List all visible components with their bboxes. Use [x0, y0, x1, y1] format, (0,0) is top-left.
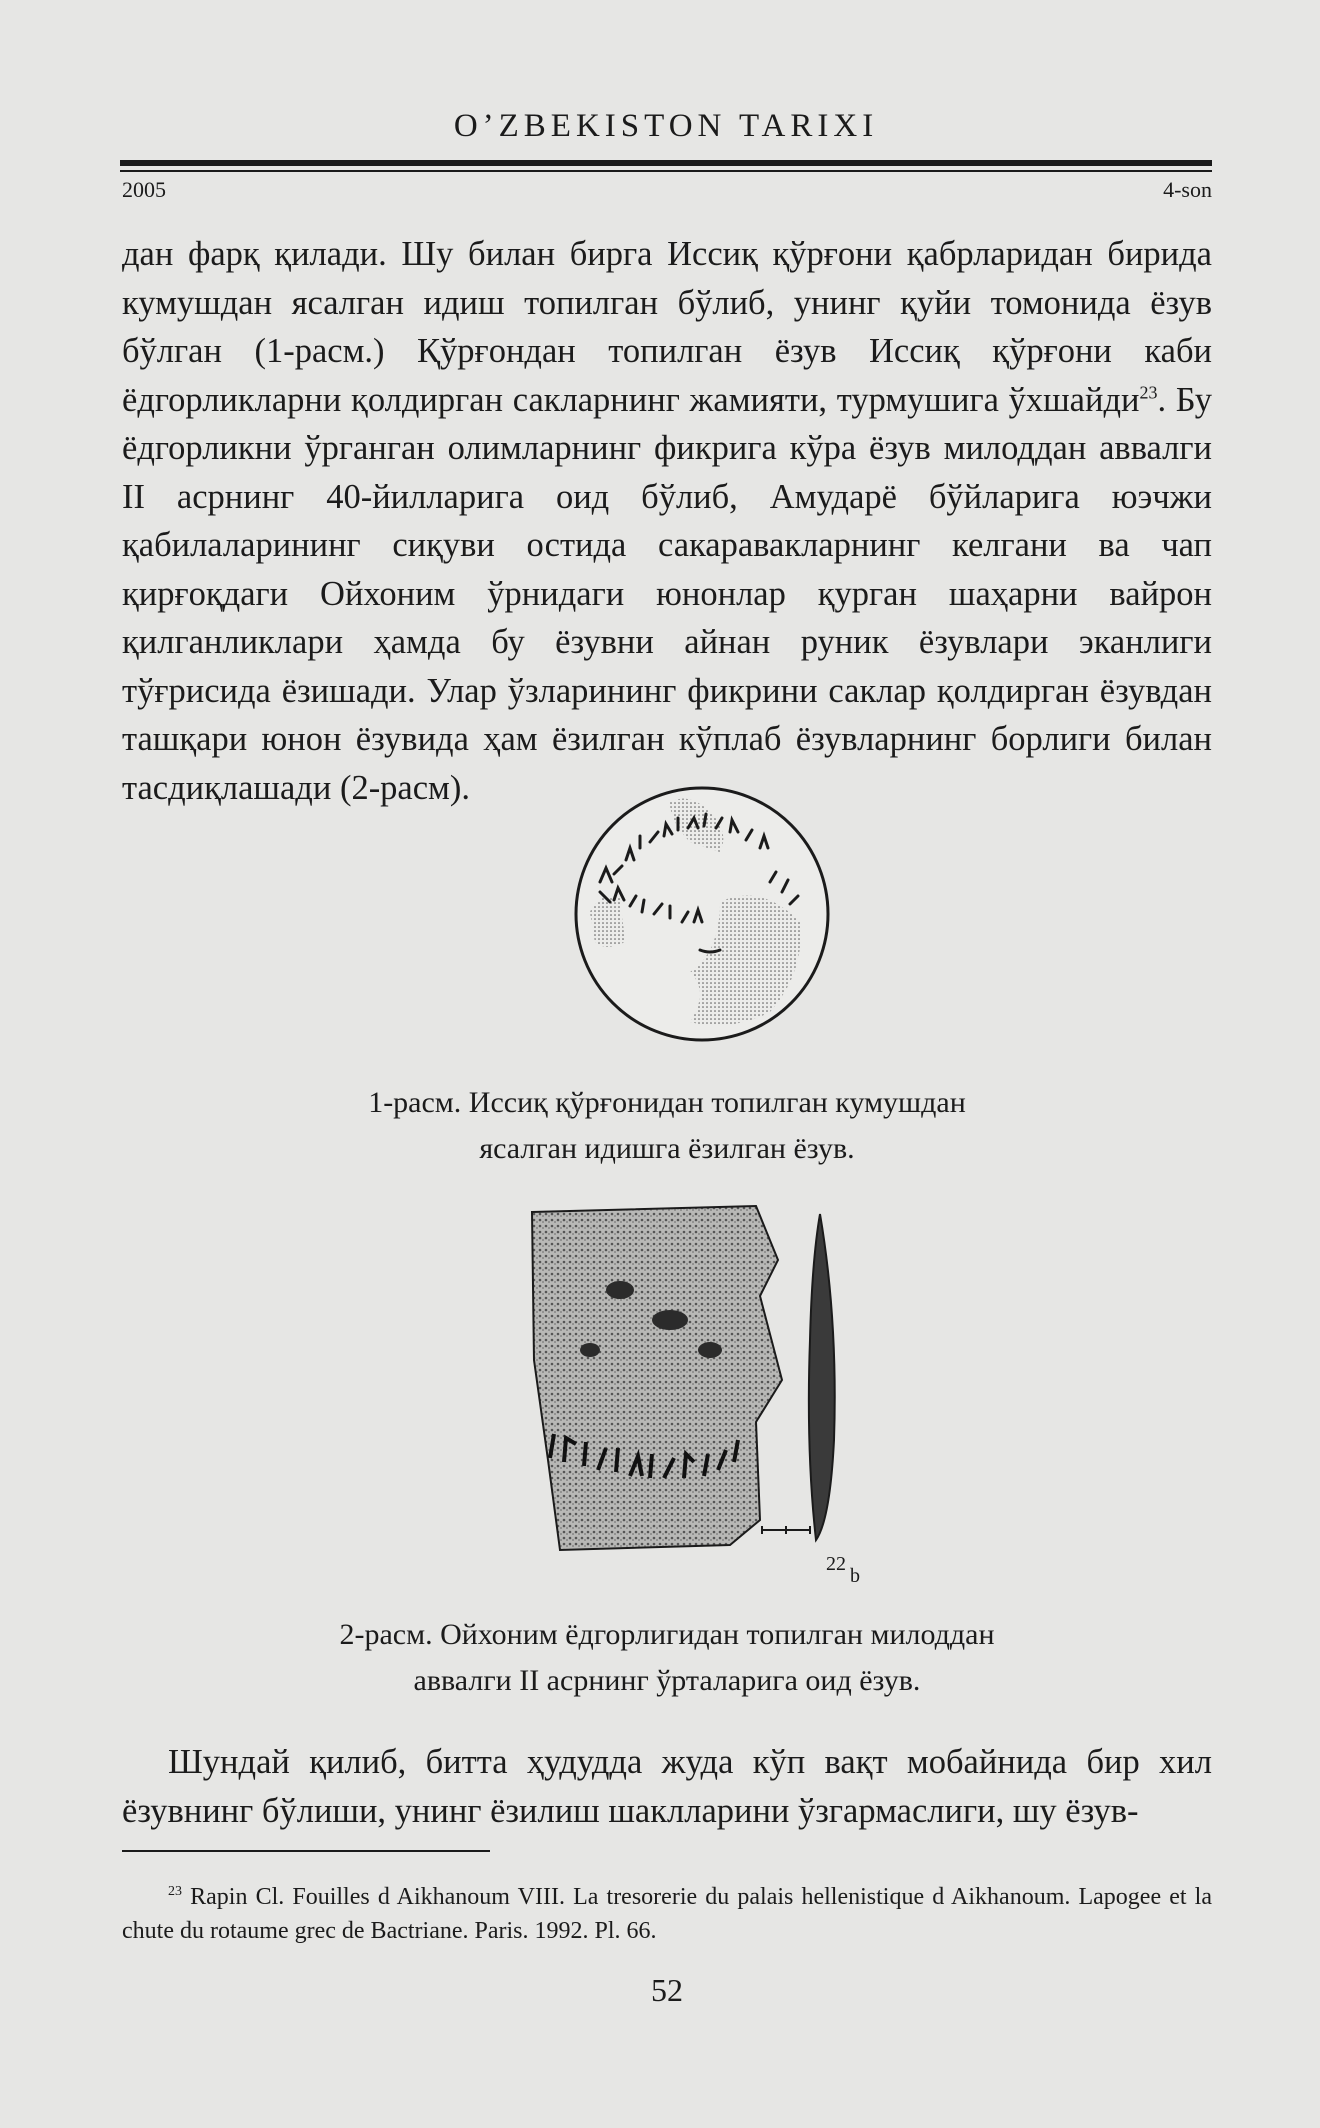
footnote-rule [122, 1850, 490, 1852]
figure-2-stone-fragment [520, 1200, 890, 1590]
issue-number: 4-son [1163, 177, 1212, 202]
header-rule-thick [120, 160, 1212, 166]
paragraph-1-text-a: дан фарқ қилади. Шу билан бирга Иссиқ қўрғони қабрларидан бирида кумушдан ясалган идиш топилган бўлиб, унинг қуйи томонида ёзув бўлган (1-расм.) Қўрғондан топилган ёзув Иссиқ қўрғони каби ёдгорликларни қолдирган сакларнинг жамияти, турмушига ўхшайди [122, 235, 1212, 419]
figure-1-silver-vessel [570, 782, 835, 1047]
figure-1-caption-line-2b: ясалган идишга ёзилган ёзув. [479, 1132, 855, 1165]
page-header [120, 108, 1212, 145]
figure-2-caption-line-1: 2-расм. Ойхоним ёдгорлигидан топилган милоддан [339, 1618, 995, 1651]
footnote-text: Rapin Cl. Fouilles d Aikhanoum VIII. La tresorerie du palais hellenistique d Aikhanoum. Lapogee et la chute du rotaume grec de Bactriane. Paris. 1992. Pl. 66. [122, 1884, 1212, 1944]
figure-2-caption [122, 1612, 1212, 1704]
paragraph-2-text: Шундай қилиб, битта ҳудудда жуда кўп вақт мобайнида бир хил ёзувнинг бўлиши, унинг ёзилиш шаклларини ўзгармаслиги, шу ёзув- [122, 1743, 1212, 1830]
footnote [122, 1880, 1212, 1948]
body-paragraph-1 [122, 230, 1212, 812]
figure-2-scale-label: 22 [826, 1553, 846, 1575]
figure-2-caption-line-2: аввалги II асрнинг ўрталарига оид ёзув. [413, 1664, 921, 1697]
figure-2-sublabel: b [850, 1565, 860, 1587]
issue-year: 2005 [122, 177, 166, 202]
page-number: 52 [651, 1972, 683, 2008]
figure-1-caption [122, 1080, 1212, 1172]
paragraph-1-text-b: . Бу ёдгорликни ўрганган олимларнинг фикрига кўра ёзув милоддан аввалги II асрнинг 40-йилларига оид бўлиб, Амударё бўйларига юэчжи қабилаларининг сиқуви остида сакаравакларнинг келгани ва чап қирғоқдаги Ойхоним ўрнидаги юнонлар қурган шаҳарни вайрон қилганликлари ҳамда бу ёзувни айнан руник ёзувлари эканлиги тўғрисида ёзишади. Улар ўзларининг фикрини саклар қолдирган ёзувдан ташқари юнон ёзувида ҳам ёзилган кўплаб ёзувларнинг борлиги билан тасдиқлашади (2-расм). [122, 380, 1212, 807]
footnote-ref-mark[interactable]: 23 [1139, 382, 1158, 402]
figure-1-caption-line-1: 1-расм. Иссиқ қўрғонидан топилган кумушдан [368, 1086, 966, 1119]
footnote-number: 23 [168, 1884, 182, 1899]
body-paragraph-2 [122, 1738, 1212, 1835]
header-rule-thin [120, 170, 1212, 172]
journal-title: O’ZBEKISTON TARIXI [453, 108, 879, 144]
